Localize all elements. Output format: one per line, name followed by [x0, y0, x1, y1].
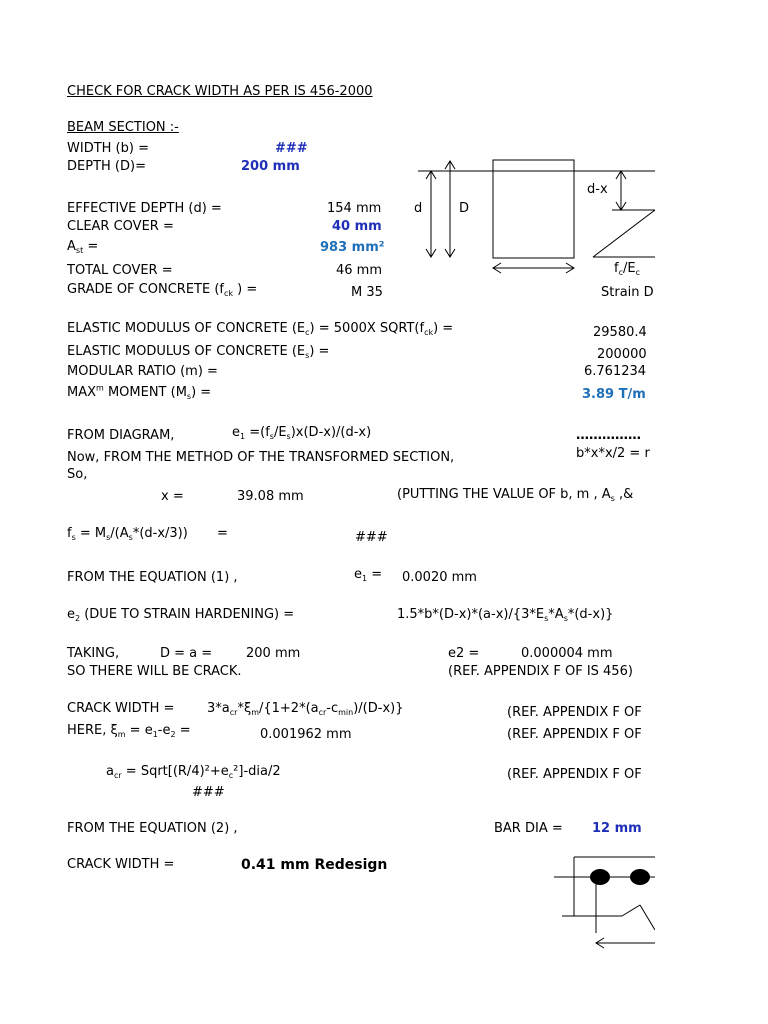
transformed-label: Now, FROM THE METHOD OF THE TRANSFORMED SECTION,: [67, 450, 455, 465]
rebar-dot: [630, 869, 650, 885]
effective-depth-label: EFFECTIVE DEPTH (d) =: [67, 201, 222, 216]
x-value: 39.08 mm: [237, 489, 304, 504]
crack-note-ref: (REF. APPENDIX F OF IS 456): [448, 664, 633, 679]
crack-note: SO THERE WILL BE CRACK.: [67, 664, 242, 679]
crack-width-ref: (REF. APPENDIX F OF: [507, 705, 642, 720]
eq2-label: FROM THE EQUATION (2) ,: [67, 821, 238, 836]
diagram-D-label: D: [459, 201, 470, 216]
max-moment-value[interactable]: 3.89 T/m: [582, 387, 646, 402]
modular-ratio-label: MODULAR RATIO (m) =: [67, 364, 218, 379]
taking-equation: D = a =: [160, 646, 213, 661]
crack-width-formula: $3*a_{cr}*\xi_m/\{1+2*(a_{cr}-c_{min})/(D-x)\}$: [207, 701, 404, 717]
e2-result-label: e2 =: [448, 646, 480, 661]
fs-equals: =: [217, 526, 228, 541]
diagram-fc-label: $f_c/E_c$: [614, 261, 640, 277]
e2-result-value: 0.000004 mm: [521, 646, 613, 661]
total-cover-label: TOTAL COVER =: [67, 263, 173, 278]
xi-ref: (REF. APPENDIX F OF: [507, 727, 642, 742]
x-note: (PUTTING THE VALUE OF b, m , $A_s$ ,&: [397, 487, 634, 503]
depth-value[interactable]: 200 mm: [241, 159, 300, 174]
acr-formula: $a_{cr}$ = $Sqrt[(R/4)^2+e_c^2]-dia/2$: [106, 764, 281, 780]
rebar-dot: [590, 869, 610, 885]
ec-label: ELASTIC MODULUS OF CONCRETE $(E_c) = 5000X$ $SQRT(f_{ck})$ =: [67, 321, 454, 337]
diagram-strain-label: Strain D: [601, 285, 654, 300]
taking-label: TAKING,: [67, 646, 120, 661]
reinforcement-diagram: [550, 850, 655, 960]
grade-value: M 35: [351, 285, 383, 300]
es-value: 200000: [597, 347, 647, 362]
from-diagram-label: FROM DIAGRAM,: [67, 428, 175, 443]
page-title: CHECK FOR CRACK WIDTH AS PER IS 456-2000: [67, 84, 373, 99]
xi-value: 0.001962 mm: [260, 727, 352, 742]
result-label: CRACK WIDTH =: [67, 857, 175, 872]
beam-section-heading: BEAM SECTION :-: [67, 120, 179, 135]
effective-depth-value: 154 mm: [327, 201, 382, 216]
width-label: WIDTH (b) =: [67, 141, 149, 156]
fs-label: $f_s = M_s/(A_s*(d-x/3))$: [67, 526, 188, 542]
e1-value: 0.0020 mm: [402, 570, 477, 585]
result-value: 0.41 mm Redesign: [241, 857, 388, 873]
clear-cover-label: CLEAR COVER =: [67, 219, 174, 234]
e2-label: $e_2$ (DUE TO STRAIN HARDENING) =: [67, 607, 295, 623]
taking-value: 200 mm: [246, 646, 301, 661]
strain-equation: $e_1 =(f_s/E_s)x(D-x)/(d-x)$: [232, 425, 372, 441]
total-cover-value: 46 mm: [336, 263, 383, 278]
bar-dia-label: BAR DIA =: [494, 821, 563, 836]
modular-ratio-value: 6.761234: [584, 364, 647, 379]
diagram-d-label: d: [414, 201, 423, 216]
acr-ref: (REF. APPENDIX F OF: [507, 767, 642, 782]
e1-label: $e_1$ =: [354, 567, 383, 583]
equation-dots: ……………: [576, 428, 641, 443]
max-moment-label: MAX$^m$ MOMENT $(M_s)$ =: [67, 383, 212, 401]
ast-value[interactable]: 983 mm²: [320, 240, 385, 255]
xi-label: HERE, $\xi_m = e_1-e_2$ =: [67, 723, 191, 739]
width-value[interactable]: ###: [275, 141, 308, 156]
grade-label: GRADE OF CONCRETE ($f_{ck}$ ) =: [67, 282, 258, 298]
bar-dia-value[interactable]: 12 mm: [592, 821, 642, 836]
fs-value: ###: [355, 530, 388, 545]
diagram-dx-label: d-x: [587, 182, 608, 197]
eq1-label: FROM THE EQUATION (1) ,: [67, 570, 238, 585]
transformed-equation: b*x*x/2 = r: [576, 446, 650, 461]
es-label: ELASTIC MODULUS OF CONCRETE $(E_s)$ =: [67, 344, 330, 360]
ast-label: $A_{st}$ =: [67, 239, 99, 255]
crack-width-formula-label: CRACK WIDTH =: [67, 701, 175, 716]
ec-value: 29580.4: [593, 325, 647, 340]
acr-value: ###: [192, 785, 225, 800]
so-label: So,: [67, 467, 88, 482]
x-label: x =: [161, 489, 184, 504]
e2-formula: $1.5*b*(D-x)*(a-x)/\{3*E_s*A_s*(d-x)\}$: [397, 607, 614, 623]
depth-label: DEPTH (D)=: [67, 159, 146, 174]
clear-cover-value[interactable]: 40 mm: [332, 219, 382, 234]
